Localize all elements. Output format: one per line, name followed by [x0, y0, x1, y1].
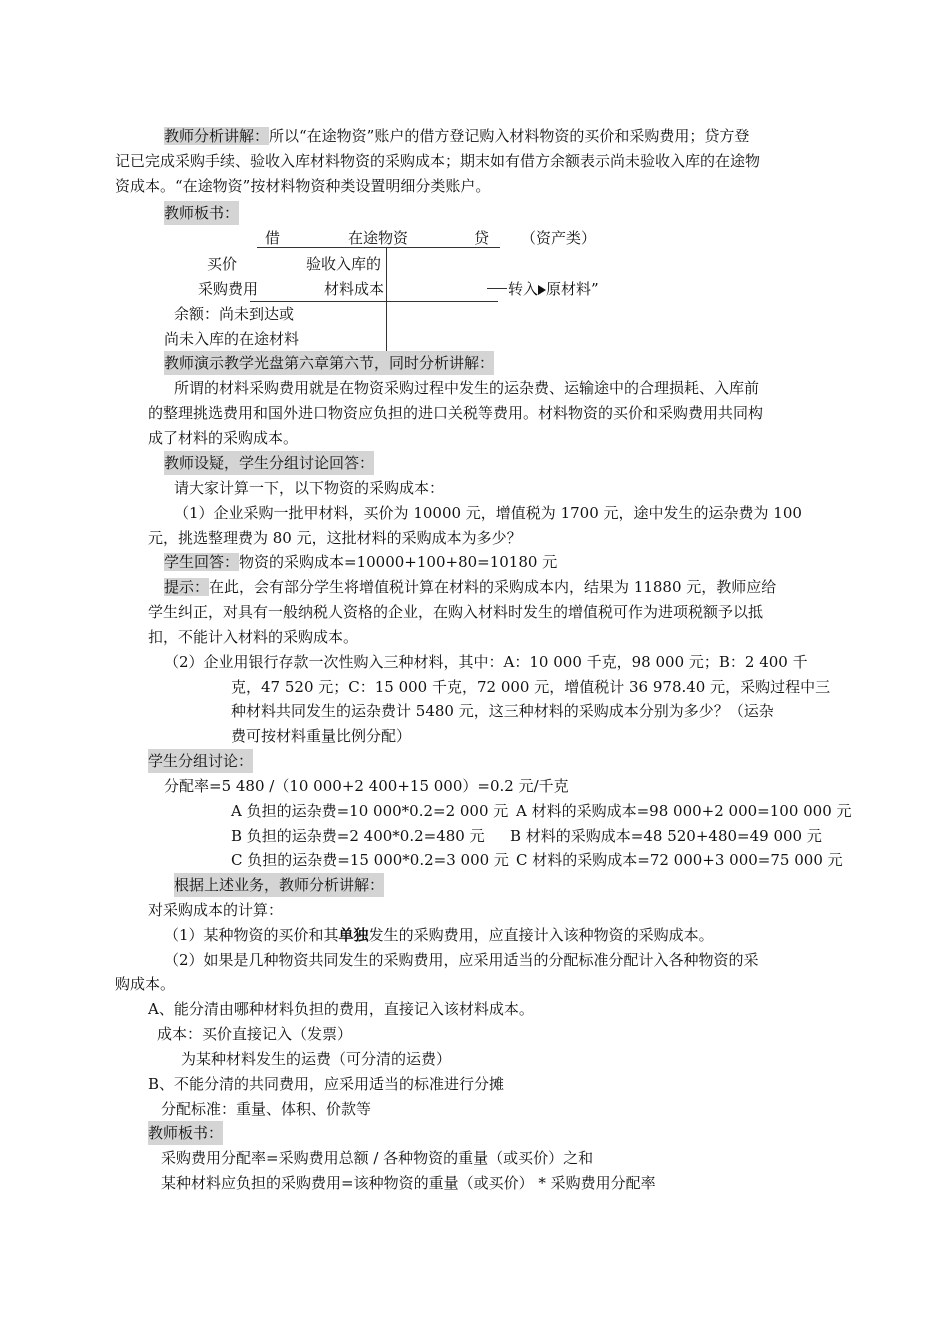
tip-line2: 学生纠正，对具有一般纳税人资格的企业，在购入材料时发生的增值税可作为进项税额予以抵 — [148, 603, 764, 621]
board-label-2: 教师板书： — [148, 1121, 223, 1145]
a-fee: A 负担的运杂费=10 000*0.2=2 000 元 — [231, 802, 509, 820]
transfer-target: 原材料” — [546, 280, 599, 298]
formula-1: 采购费用分配率=采购费用总额 / 各种物资的重量（或买价）之和 — [161, 1149, 594, 1167]
transfer-label: 转入 — [508, 280, 539, 298]
transfer-text — [508, 277, 599, 301]
p2-line2: 的整理挑选费用和国外进口物资应负担的进口关税等费用。材料物资的买价和采购费用共同构 — [148, 404, 764, 422]
b-rule-line: B、不能分清的共同费用，应采用适当的标准进行分摊 — [148, 1075, 505, 1093]
p1-line3: 资成本。“在途物资”按材料物资种类设置明细分类账户。 — [115, 177, 491, 195]
c-fee: C 负担的运杂费=15 000*0.2=3 000 元 — [231, 851, 509, 869]
group-discussion-label: 学生分组讨论： — [148, 749, 253, 773]
t-account-name: 在途物资 — [348, 229, 409, 247]
b-fee: B 负担的运杂费=2 400*0.2=480 元 — [231, 827, 485, 845]
t-left-2: 采购费用 — [198, 280, 259, 298]
cost-line: 成本：买价直接记入（发票） — [157, 1025, 353, 1043]
q2-line4: 费可按材料重量比例分配） — [231, 727, 412, 745]
rule-1-emphasis: 单独 — [338, 926, 369, 944]
q2-line1: （2）企业用银行存款一次性购入三种材料，其中：A：10 000 千克，98 000 元；B：2 400 千 — [164, 653, 808, 671]
p2-line1: 所谓的材料采购费用就是在物资采购过程中发生的运杂费、运输途中的合理损耗、入库前 — [174, 379, 760, 397]
t-balance-1: 余额：尚未到达或 — [174, 305, 295, 323]
arrow-right-icon — [538, 285, 546, 295]
demo-label: 教师演示教学光盘第六章第六节，同时分析讲解： — [164, 351, 494, 375]
t-balance-2: 尚未入库的在途材料 — [164, 330, 300, 348]
p2-line3: 成了材料的采购成本。 — [148, 429, 299, 447]
rate-line: 分配率=5 480 /（10 000+2 400+15 000）=0.2 元/千克 — [164, 777, 569, 795]
standard-line: 分配标准：重量、体积、价款等 — [161, 1100, 372, 1118]
a-rule-line: A、能分清由哪种材料负担的费用，直接记入该材料成本。 — [148, 1000, 534, 1018]
c-cost: C 材料的采购成本=72 000+3 000=75 000 元 — [516, 851, 843, 869]
summary-intro: 对采购成本的计算： — [148, 901, 284, 919]
q2-line3: 种材料共同发生的运杂费计 5480 元，这三种材料的采购成本分别为多少？（运杂 — [231, 702, 774, 720]
board-label-1: 教师板书： — [164, 201, 239, 225]
p1-line2: 记已完成采购手续、验收入库材料物资的采购成本；期末如有借方余额表示尚未验收入库的在途物 — [115, 152, 761, 170]
t-account-type: （资产类） — [521, 229, 597, 247]
student-answer-label: 学生回答： — [164, 553, 240, 571]
t-right-1: 验收入库的 — [306, 255, 382, 273]
b-cost: B 材料的采购成本=48 520+480=49 000 元 — [510, 827, 822, 845]
t-horizontal-line — [257, 247, 500, 248]
tip-line3: 扣，不能计入材料的采购成本。 — [148, 628, 359, 646]
rule-2-line1: （2）如果是几种物资共同发生的采购费用，应采用适当的分配标准分配计入各种物资的采 — [164, 951, 759, 969]
q1-line1: （1）企业采购一批甲材料，买价为 10000 元，增值税为 1700 元，途中发生的运杂费为 100 — [174, 504, 802, 522]
tip-line1 — [164, 575, 776, 599]
t-credit: 贷 — [474, 229, 490, 247]
q1-line2: 元，挑选整理费为 80 元，这批材料的采购成本为多少？ — [148, 529, 522, 547]
transfer-lead-line — [487, 288, 507, 289]
teacher-analysis-label: 教师分析讲解： — [164, 127, 270, 145]
p1-text-1: 所以“在途物资”账户的借方登记购入材料物资的买价和采购费用；贷方登 — [269, 127, 750, 145]
rule-1 — [164, 923, 714, 947]
freight-line: 为某种材料发生的运费（可分清的运费） — [181, 1050, 452, 1068]
tip-label: 提示： — [164, 578, 210, 596]
formula-2: 某种材料应负担的采购费用=该种物资的重量（或买价） * 采购费用分配率 — [161, 1174, 656, 1192]
rule-2-line2: 购成本。 — [115, 975, 176, 993]
tip-text-1: 在此，会有部分学生将增值税计算在材料的采购成本内，结果为 11880 元，教师应给 — [209, 578, 777, 596]
t-left-1: 买价 — [207, 255, 238, 273]
student-answer-text: 物资的采购成本=10000+100+80=10180 元 — [239, 553, 558, 571]
question-intro: 请大家计算一下，以下物资的采购成本： — [174, 479, 445, 497]
t-right-2: 材料成本 — [324, 280, 385, 298]
rule-1-a: （1）某种物资的买价和其 — [164, 926, 339, 944]
summary-label: 根据上述业务，教师分析讲解： — [174, 873, 384, 897]
answer-line — [164, 550, 557, 574]
rule-1-c: 发生的采购费用，应直接计入该种物资的采购成本。 — [368, 926, 714, 944]
question-label: 教师设疑，学生分组讨论回答： — [164, 451, 374, 475]
t-debit: 借 — [265, 229, 281, 247]
a-cost: A 材料的采购成本=98 000+2 000=100 000 元 — [516, 802, 852, 820]
p1-line1 — [164, 124, 749, 148]
q2-line2: 克，47 520 元；C：15 000 千克，72 000 元，增值税计 36 978.40 元，采购过程中三 — [231, 678, 831, 696]
